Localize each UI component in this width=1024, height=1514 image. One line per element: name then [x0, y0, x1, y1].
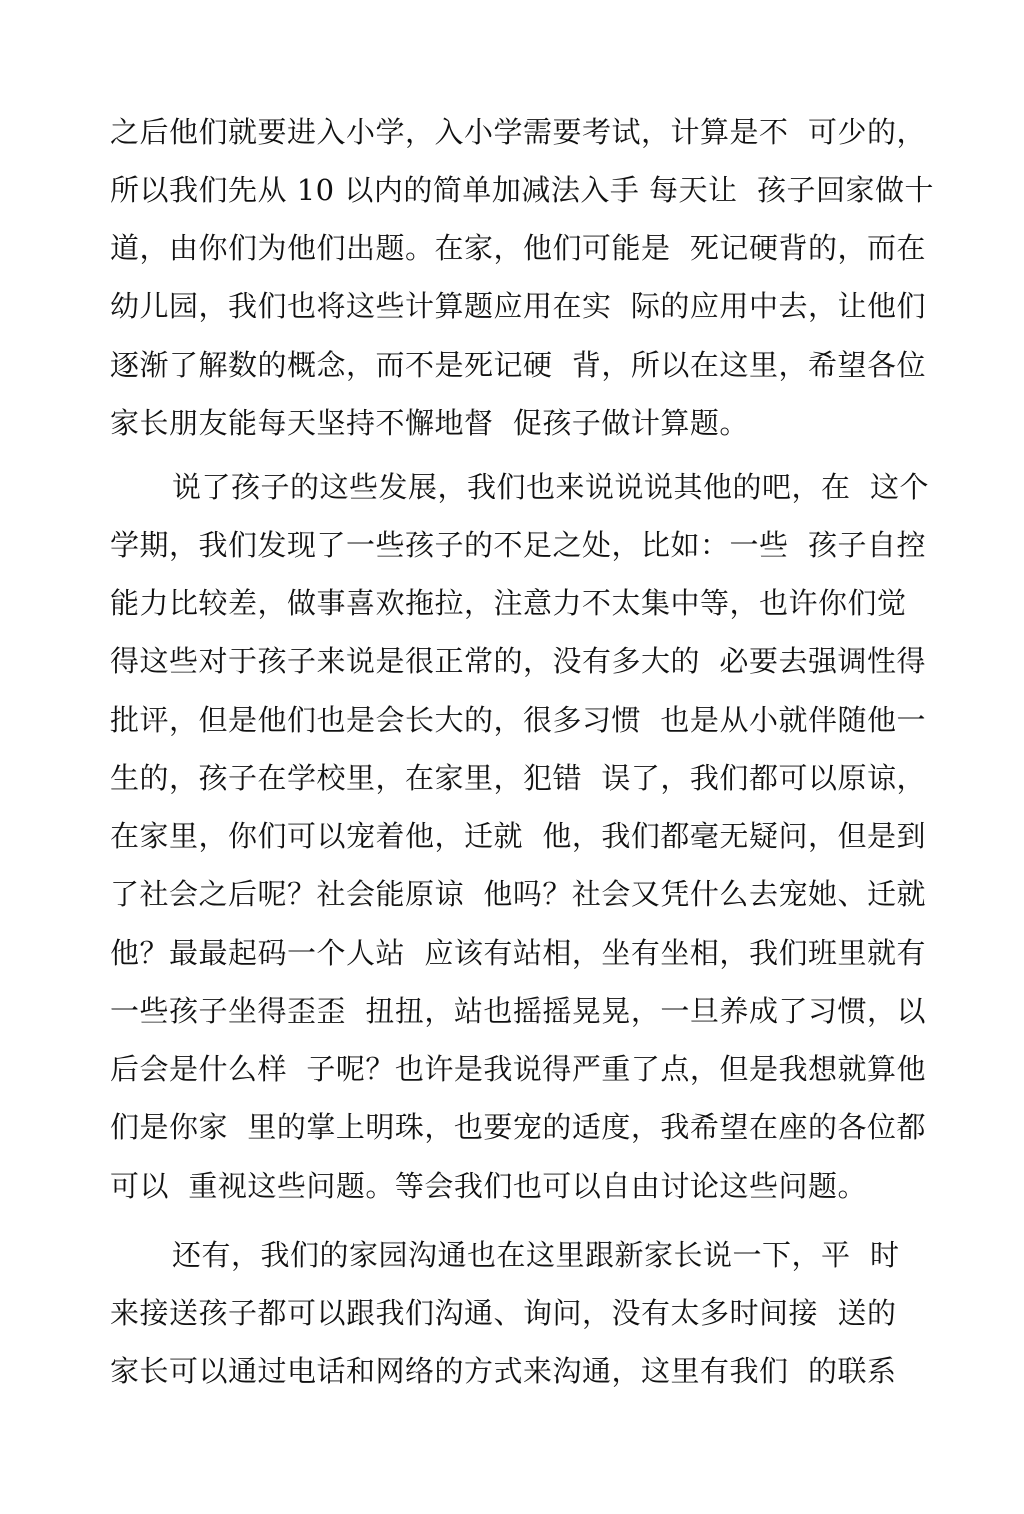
text-line: 批评，但是他们也是会长大的，很多习惯 也是从小就伴随他一 [110, 703, 926, 737]
text-line: 学期，我们发现了一些孩子的不足之处，比如：一些 孩子自控 [110, 528, 926, 562]
text-line: 逐渐了解数的概念，而不是死记硬 背，所以在这里，希望各位 [110, 348, 926, 382]
text-line: 家长朋友能每天坚持不懈地督 促孩子做计算题。 [110, 406, 749, 440]
text-line: 还有，我们的家园沟通也在这里跟新家长说一下，平 时 [172, 1238, 900, 1272]
text-line: 可以 重视这些问题。等会我们也可以自由讨论这些问题。 [110, 1169, 867, 1203]
text-line: 们是你家 里的掌上明珠，也要宠的适度，我希望在座的各位都 [110, 1110, 926, 1144]
text-line: 一些孩子坐得歪歪 扭扭，站也摇摇晃晃，一旦养成了习惯，以 [110, 994, 926, 1028]
text-line: 家长可以通过电话和网络的方式来沟通，这里有我们 的联系 [110, 1354, 897, 1388]
text-line: 生的，孩子在学校里，在家里，犯错 误了，我们都可以原谅， [110, 761, 926, 795]
text-line: 得这些对于孩子来说是很正常的，没有多大的 必要去强调性得 [110, 644, 926, 678]
text-line: 所以我们先从 10 以内的简单加减法入手 每天让 孩子回家做十 [110, 173, 934, 207]
text-line: 他？最最起码一个人站 应该有站相，坐有坐相，我们班里就有 [110, 936, 926, 970]
text-line: 了社会之后呢？社会能原谅 他吗？社会又凭什么去宠她、迁就 [110, 877, 926, 911]
text-line: 说了孩子的这些发展，我们也来说说说其他的吧，在 这个 [172, 470, 929, 504]
text-line: 幼儿园，我们也将这些计算题应用在实 际的应用中去，让他们 [110, 289, 926, 323]
text-line: 在家里，你们可以宠着他，迁就 他，我们都毫无疑问，但是到 [110, 819, 926, 853]
text-line: 道，由你们为他们出题。在家，他们可能是 死记硬背的，而在 [110, 231, 926, 265]
text-line: 能力比较差，做事喜欢拖拉，注意力不太集中等，也许你们觉 [110, 586, 907, 620]
text-line: 后会是什么样 子呢？也许是我说得严重了点，但是我想就算他 [110, 1052, 926, 1086]
text-line: 来接送孩子都可以跟我们沟通、询问，没有太多时间接 送的 [110, 1296, 897, 1330]
text-line: 之后他们就要进入小学，入小学需要考试，计算是不 可少的， [110, 115, 926, 149]
